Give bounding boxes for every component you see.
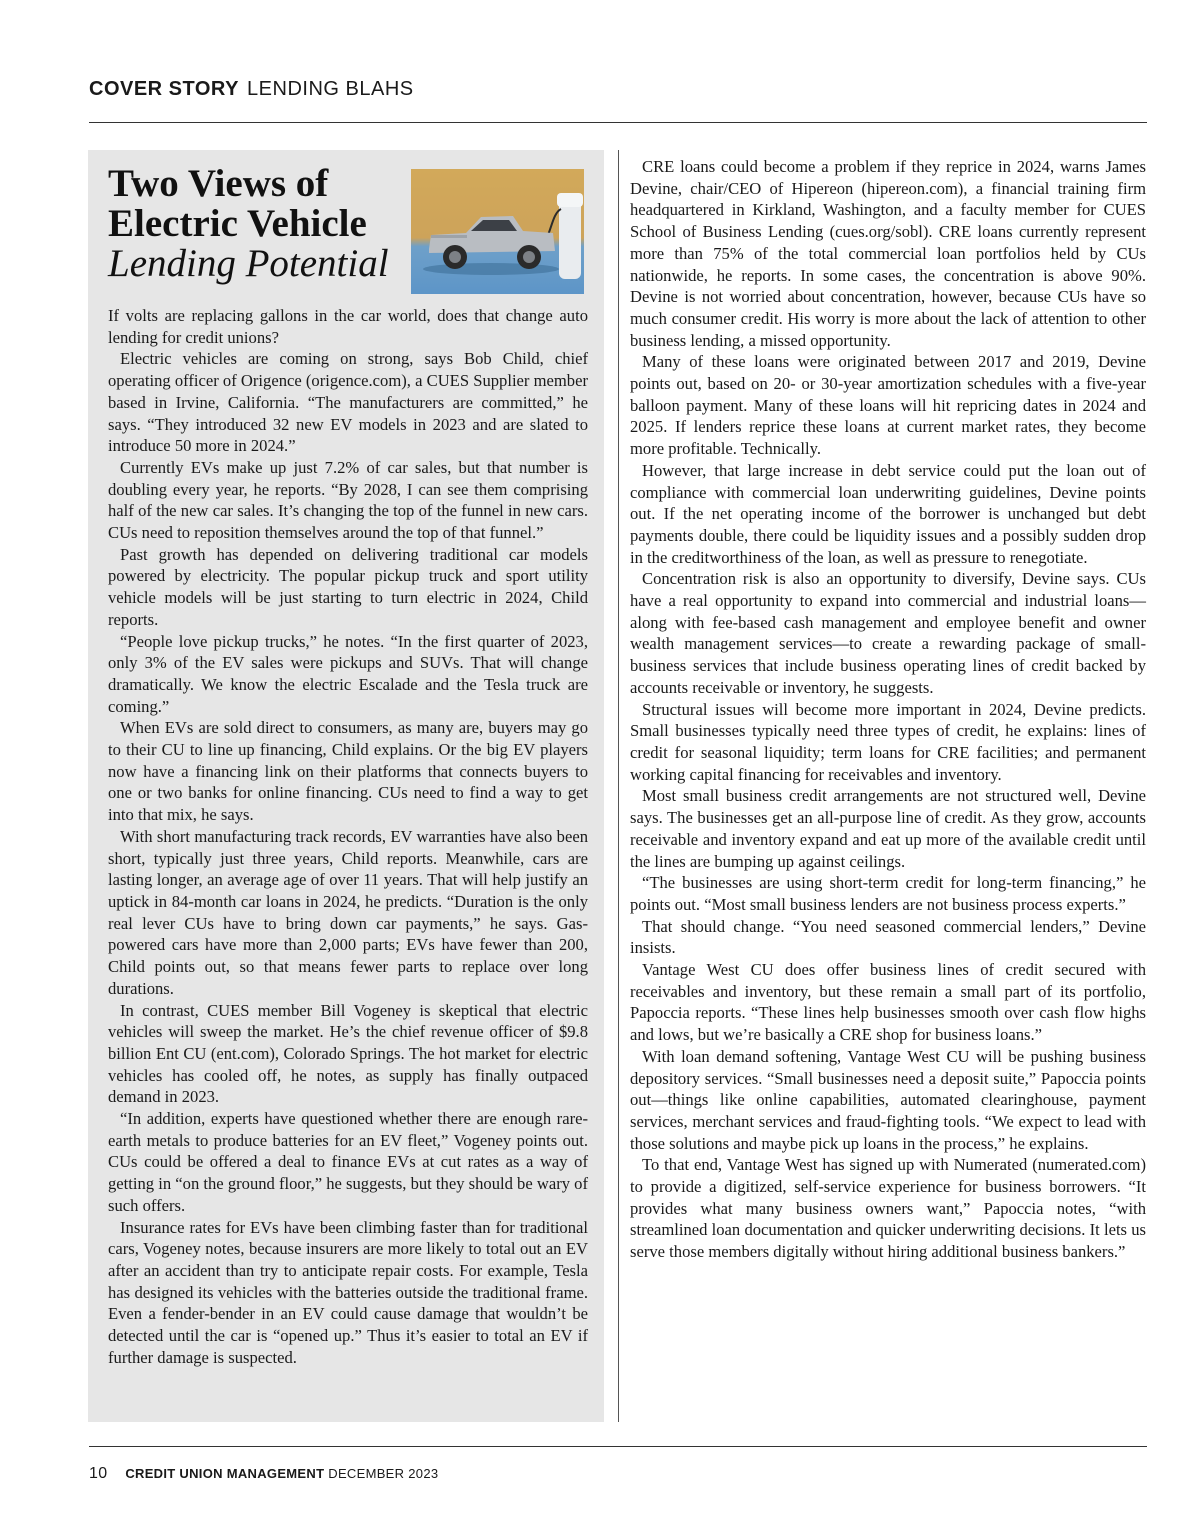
sidebar-paragraph: Insurance rates for EVs have been climbing faster than for traditional cars, Vogeney notes, because insurers are more likely to total out an EV after an accident than try to anticipate repair costs. For example, Tesla has designed its vehicles with the batteries outside the traditional frame. Even a fender-bender in an EV could cause damage that wouldn’t be detected until the car is “opened up.” Thus it’s easier to total an EV if further damage is suspected.	[108, 1217, 588, 1367]
electric-pickup-charging-photo	[411, 169, 584, 294]
main-paragraph: That should change. “You need seasoned commercial lenders,” Devine insists.	[630, 916, 1146, 958]
main-article-column	[630, 156, 1146, 1263]
section-kicker: COVER STORY	[89, 78, 239, 100]
sidebar-title-line2: Electric Vehicle	[108, 202, 367, 245]
sidebar-paragraph: If volts are replacing gallons in the car world, does that change auto lending for credit unions?	[108, 306, 588, 347]
sidebar-paragraph: Electric vehicles are coming on strong, says Bob Child, chief operating officer of Origence (origence.com), a CUES Supplier member based in Irvine, California. “The manufacturers are committed,” he says. “They introduced 32 new EV models in 2023 and are slated to introduce 50 more in 2024.”	[108, 349, 588, 456]
main-paragraph: With loan demand softening, Vantage West CU will be pushing business depository services. “Small businesses need a deposit suite,” Papoccia points out—things like online capabilities, automated clearinghouse, payment services, merchant services and fraud-fighting tools. “We expect to lead with those solutions and maybe pick up loans in the process,” he explains.	[630, 1046, 1146, 1153]
sidebar-paragraph: “In addition, experts have questioned whether there are enough rare-earth metals to produce batteries for an EV fleet,” Vogeney points out. CUs could be offered a deal to finance EVs at cut rates as a way of getting in “on the ground floor,” he suggests, but they should be wary of such offers.	[108, 1109, 589, 1215]
main-paragraph: Structural issues will become more important in 2024, Devine predicts. Small businesses typically need three types of credit, he explains: lines of credit for seasonal liquidity; term loans for CRE facilities; and permanent working capital financing for receivables and inventory.	[630, 699, 1146, 784]
sidebar-title-line1: Two Views of	[108, 162, 329, 205]
sidebar-paragraph: When EVs are sold direct to consumers, as many are, buyers may go to their CU to line up financing, Child explains. Or the big EV players now have a financing link on their platforms that connects buyers to one or two banks for online financing. CUs need to find a way to get into that mix, he says.	[108, 718, 588, 825]
page-number: 10	[89, 1465, 108, 1482]
main-paragraph: To that end, Vantage West has signed up with Numerated (numerated.com) to provide a digitized, self-service experience for business borrowers. “It provides what many business owners want,” Papoccia notes, “with streamlined loan documentation and quicker underwriting decisions. It lets us serve those members digitally without hiring additional business bankers.”	[630, 1155, 1146, 1262]
issue-date: DECEMBER 2023	[328, 1466, 439, 1481]
sidebar-paragraph: Past growth has depended on delivering traditional car models powered by electricity. The popular pickup truck and sport utility vehicle models will be just starting to turn electric in 2024, Child reports.	[108, 544, 588, 629]
sidebar-paragraph: “People love pickup trucks,” he notes. “In the first quarter of 2023, only 3% of the EV sales were pickups and SUVs. That will change dramatically. We know the electric Escalade and the Tesla truck are coming.”	[108, 631, 588, 716]
main-paragraph: However, that large increase in debt service could put the loan out of compliance with commercial loan underwriting guidelines, Devine points out. If the net operating income of the borrower is unchanged but debt payments double, there could be liquidity issues and a possibly sudden drop in the creditworthiness of the loan, as well as pressure to renegotiate.	[630, 460, 1146, 567]
page-footer	[89, 1465, 438, 1483]
main-paragraph: CRE loans could become a problem if they reprice in 2024, warns James Devine, chair/CEO of Hipereon (hipereon.com), a financial training firm headquartered in Kirkland, Washington, and a faculty member for CUES School of Business Lending (cues.org/sobl). CRE loans currently represent more than 75% of the total commercial loan portfolios held by CUs nationwide, he reports. In some cases, the concentration is above 90%. Devine is not worried about concentration, however, because CUs have so much consumer credit. His worry is more about the lack of attention to other business lending, a missed opportunity.	[630, 157, 1146, 350]
sidebar-paragraph: In contrast, CUES member Bill Vogeney is skeptical that electric vehicles will sweep the market. He’s the chief revenue officer of $9.8 billion Ent CU (ent.com), Colorado Springs. The hot market for electric vehicles has cooled off, he notes, as supply has finally outpaced demand in 2023.	[108, 1000, 588, 1107]
section-topic: LENDING BLAHS	[247, 78, 414, 100]
sidebar-title-line3: Lending Potential	[108, 242, 389, 285]
main-paragraph: Concentration risk is also an opportunity to diversify, Devine says. CUs have a real opportunity to expand into commercial and industrial loans—along with fee-based cash management and employee benefit and owner wealth management services—to create a rewarding package of small-business services that include business operating lines of credit backed by accounts receivable or inventory, he suggests.	[630, 569, 1146, 697]
running-header	[89, 78, 414, 101]
main-paragraph: Most small business credit arrangements are not structured well, Devine says. The businesses get an all-purpose line of credit. As they grow, accounts receivable and inventory expand and eat up more of the available credit until the lines are bumping up against ceilings.	[630, 786, 1146, 871]
sidebar-box	[88, 150, 604, 1422]
footer-rule	[89, 1446, 1147, 1447]
sidebar-paragraph: With short manufacturing track records, EV warranties have also been short, typically just three years, Child reports. Meanwhile, cars are lasting longer, an average age of over 11 years. That will help justify an uptick in 84-month car loans in 2024, he predicts. “Duration is the only real lever CUs have to bring down car payments,” he says. Gas-powered cars have more than 2,000 parts; EVs have fewer than 200, Child points out, so that means fewer parts to replace over long durations.	[108, 826, 588, 998]
main-paragraph: Many of these loans were originated between 2017 and 2019, Devine points out, based on 20- or 30-year amortization schedules with a five-year balloon payment. Many of these loans will hit repricing dates in 2024 and 2025. If lenders reprice these loans at current market rates, they become more profitable. Technically.	[630, 352, 1146, 459]
column-divider	[618, 150, 619, 1422]
publication-name: CREDIT UNION MANAGEMENT	[125, 1466, 325, 1481]
sidebar-title	[108, 164, 408, 284]
sidebar-article-body	[108, 305, 588, 1368]
sidebar-paragraph: Currently EVs make up just 7.2% of car sales, but that number is doubling every year, he reports. “By 2028, I can see them comprising half of the new car sales. It’s changing the top of the funnel in new cars. CUs need to reposition themselves around the top of that funnel.”	[108, 457, 588, 543]
main-paragraph: Vantage West CU does offer business lines of credit secured with receivables and inventory, but these remain a small part of its portfolio, Papoccia reports. “These lines help businesses smooth over cash flow highs and lows, but we’re basically a CRE shop for business loans.”	[630, 960, 1146, 1045]
main-paragraph: “The businesses are using short-term credit for long-term financing,” he points out. “Most small business lenders are not business process experts.”	[630, 873, 1146, 914]
header-rule	[89, 122, 1147, 123]
electric-pickup-icon	[411, 169, 584, 294]
